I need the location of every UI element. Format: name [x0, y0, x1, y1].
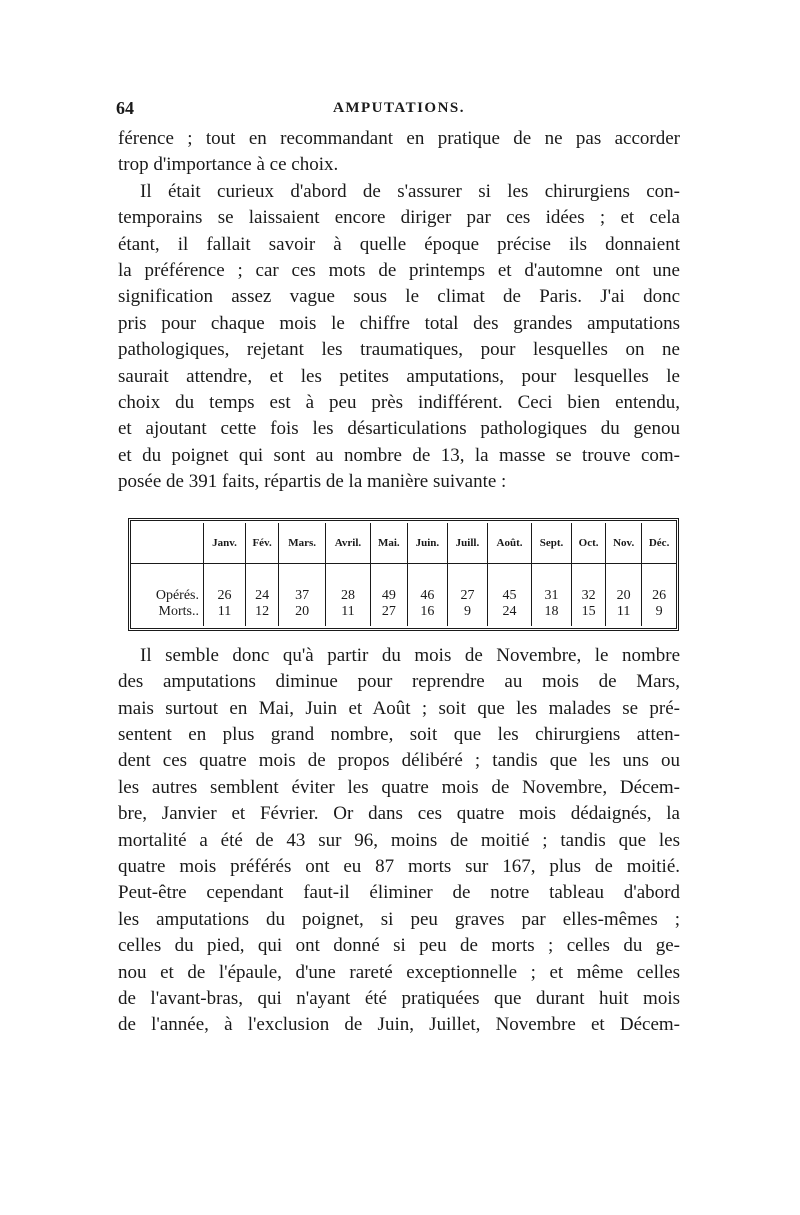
table-cell: 31 [532, 588, 572, 604]
text-line: quatre mois préférés ont eu 87 morts sur 167, plus de moitié. [118, 855, 680, 877]
text-line: les autres semblent éviter les quatre mois de Novembre, Décem- [118, 776, 680, 798]
month-header: Mai. [370, 523, 407, 564]
text-line: saurait attendre, et les petites amputations, pour lesquelles le [118, 365, 680, 387]
month-header: Avril. [326, 523, 371, 564]
text-line: trop d'importance à ce choix. [118, 154, 339, 176]
paragraph-analysis [118, 643, 680, 1039]
paragraph-method [118, 179, 680, 496]
text-line: posée de 391 faits, répartis de la manière suivante : [118, 471, 507, 493]
running-title: AMPUTATIONS. [332, 100, 466, 116]
table-cell: 11 [326, 604, 371, 626]
table-cell: 24 [246, 588, 279, 604]
month-header: Fév. [246, 523, 279, 564]
table-cell: 28 [326, 588, 371, 604]
table-cell: 9 [447, 604, 487, 626]
text-line: sentent en plus grand nombre, soit que les chirurgiens atten- [118, 723, 680, 745]
month-header: Oct. [572, 523, 606, 564]
table-cell: 20 [279, 604, 326, 626]
table-cell: 12 [246, 604, 279, 626]
text-line: et du poignet qui sont au nombre de 13, la masse se trouve com- [118, 444, 680, 466]
text-line: celles du pied, qui ont donné si peu de morts ; celles du ge- [118, 935, 680, 957]
text-line: Il était curieux d'abord de s'assurer si les chirurgiens con- [140, 180, 680, 202]
table-cell: 37 [279, 588, 326, 604]
table-cell: 49 [370, 588, 407, 604]
text-line: férence ; tout en recommandant en pratique de ne pas accorder [118, 128, 680, 149]
table-cell: 20 [606, 588, 642, 604]
text-line: étant, il fallait savoir à quelle époque précise ils donnaient [118, 233, 680, 255]
month-header: Janv. [204, 523, 246, 564]
month-header: Sept. [532, 523, 572, 564]
table-cell: 26 [204, 588, 246, 604]
row-label: Morts.. [158, 603, 199, 619]
book-page [118, 96, 680, 1039]
month-header: Août. [487, 523, 531, 564]
text-line: mais surtout en Mai, Juin et Août ; soit que les malades se pré- [118, 697, 680, 719]
month-header: Juill. [447, 523, 487, 564]
table-cell: 27 [370, 604, 407, 626]
table-cell: 18 [532, 604, 572, 626]
table-cell: 32 [572, 588, 606, 604]
paragraph-continued [118, 126, 680, 179]
page-number: 64 [116, 98, 134, 118]
text-line: des amputations diminue pour reprendre au mois de Mars, [118, 671, 680, 693]
table-cell: 15 [572, 604, 606, 626]
table-cell: 27 [447, 588, 487, 604]
month-header: Nov. [606, 523, 642, 564]
table-row-deaths [131, 604, 676, 626]
table-cell: 11 [204, 604, 246, 626]
table-header-row [131, 523, 676, 564]
stats-table [131, 523, 676, 626]
text-line: la préférence ; car ces mots de printemps et d'automne ont une [118, 260, 680, 282]
table-spacer-row [131, 563, 676, 588]
text-line: nou et de l'épaule, d'une rareté exceptionnelle ; et même celles [118, 961, 680, 983]
month-header: Mars. [279, 523, 326, 564]
monthly-amputation-table [128, 518, 679, 631]
text-line: et ajoutant cette fois les désarticulations pathologiques du genou [118, 418, 680, 440]
text-line: temporains se laissaient encore diriger par ces idées ; et cela [118, 207, 680, 229]
month-header: Juin. [407, 523, 447, 564]
text-line: bre, Janvier et Février. Or dans ces quatre mois dédaignés, la [118, 803, 680, 825]
text-line: Il semble donc qu'à partir du mois de Novembre, le nombre [140, 644, 680, 666]
month-header: Déc. [642, 523, 676, 564]
text-line: dent ces quatre mois de propos délibéré ; tandis que les uns ou [118, 750, 680, 772]
text-line: pris pour chaque mois le chiffre total des grandes amputations [118, 312, 680, 334]
table-cell: 24 [487, 604, 531, 626]
running-head [118, 96, 680, 122]
table-cell: 11 [606, 604, 642, 626]
text-line: signification assez vague sous le climat de Paris. J'ai donc [118, 286, 680, 308]
text-line: Peut-être cependant faut-il éliminer de notre tableau d'abord [118, 882, 680, 904]
row-label-header [131, 523, 204, 564]
row-label: Opérés. [155, 587, 199, 603]
table-cell: 45 [487, 588, 531, 604]
table-cell: 16 [407, 604, 447, 626]
table-row-operated [131, 588, 676, 604]
text-line: les amputations du poignet, si peu graves par elles-mêmes ; [118, 908, 680, 930]
text-line: de l'année, à l'exclusion de Juin, Juillet, Novembre et Décem- [118, 1014, 680, 1036]
text-line: mortalité a été de 43 sur 96, moins de moitié ; tandis que les [118, 829, 680, 851]
table-cell: 26 [642, 588, 676, 604]
table-cell: 46 [407, 588, 447, 604]
text-line: pathologiques, rejetant les traumatiques, pour lesquelles on ne [118, 339, 680, 361]
table-cell: 9 [642, 604, 676, 626]
text-line: choix du temps est à peu près indifférent. Ceci bien entendu, [118, 392, 680, 414]
text-line: de l'avant-bras, qui n'ayant été pratiquées que durant huit mois [118, 987, 680, 1009]
